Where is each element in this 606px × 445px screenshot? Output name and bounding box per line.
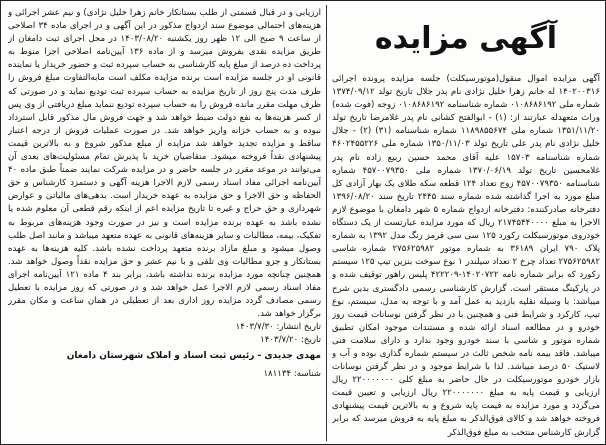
publish-date-label: تاریخ انتشار: (276, 322, 321, 333)
notice-code: ۱۸۱۱۳۴ (263, 368, 292, 379)
left-column-text: ارزیابی و در قبال قسمتی از طلب بستانکار خانم زهرا خلیل نژادی) و نیم عشر اجرائی و هزینه‌های احتمالی موضوع سند ازدواج مذکور در این آگهی و در اجرای ماده ۳۴ اصلاحی از ساعت ۹ صبح الی ۱۲ ظهر روز یکشنبه ۱۴۰۳/۰۸/۲۰ در محل اجرای ثبت دامغان از طریق مزایده نقدی بفروش میرسد و از ماده ۱۳۶ آیین‌نامه اصلاحی اجرا منوط به پرداخت ده درصد از مبلغ پایه کارشناسی به حساب سپرده ثبت و حضور خریدار یا نماینده قانونی او در جلسه مزایده است برنده مزایده مکلف است مابه‌التفاوت مبلغ فروش را ظرف مدت پنج روز از تاریخ مزایده به حساب سپرده ثبت تودیع نماید و در صورتی که ظرف مهلت مقرر مانده فروش را به حساب سپرده تودیع ننماید مبلغ دریافتی از وی پس از کسر هزینه‌ها به نفع دولت ضبط خواهد شد و جهت فروش مال مذکور قابل استرداد نبوده و به حساب خزانه واریز خواهد شد. در صورت عملیات فروش از درجه اعتبار ساقط و مزایده تجدید خواهد شد مزایده از مبلغ مذکور شروع و به بالاترین قیمت پیشنهادی نقداً فروخته میشود. متقاضیان خرید با پذیرش تمام مسئولیت‌های بعدی آن می‌توانند در موعد مقرر در جلسه حاضر و در مزایده شرکت نمایند ضمناً طبق ماده ۴۰ آیین‌نامه اجرائی مفاد اسناد رسمی لازم الاجرا هزینه آگهی و دستمزد کارشناس و حق الحفاظه و حق الاجرا و حق مزایده به عهده خریدار است. بدهی‌های مالیاتی و عوارض شهرداری و حق حراج و غیره تا تاریخ مزایده اعم از اینکه رقم قطعی آن معلوم شده یا نشده باشد به عهده برنده مزایده است و نیز در صورت وجود هزینه‌های مربوط به تفکیک، بیمه، مطالبات و سایر هزینه‌های قانونی به عهده متعهد میباشد و مانند اصل طلب وصول میشود و مبلغ مازاد برنده متعهد پرداخت نشده باشد. کلیه هزینه‌ها به عهده بستانکار و جزو مطالبات وی تلقی و با نیم عشر و حق مزایده نقداً وصول خواهد شد. همچنین چنانچه مورد مزایده برنده نداشته باشد، برابر بند ۴ ماده ۱۲۱ آیین‌نامه اجرای مفاد اسناد رسمی لازم الاجرا عمل خواهد شد و در صورتی که روز مزایده با تعطیل رسمی مصادف گردد مزایده روز اداری بعد از تعطیلی در همان ساعت و مکان مقرر برگزار خواهد شد. (8, 8, 321, 320)
date-label: تاریخ: (301, 335, 321, 346)
publish-date: ۱۴۰۳/۷/۳۰ (235, 322, 274, 333)
left-column (8, 7, 321, 439)
notice-code-line (8, 368, 321, 381)
date-value: ۱۴۰۳/۷/۲۰ (260, 335, 299, 346)
right-column (332, 7, 600, 441)
right-column-text: آگهی مزایده اموال منقول(موتورسیکلت) جلسه مزایده پرونده اجرائی ۱۴۰۲۰۰۳۱۶ له خانم زهرا خلیل نژادی نام پدر جلال تاریخ تولد ۱۳۷۴/۰۹/۱۲ شماره ملی ۰۱۰۸۶۸۶۱۹۲ شماره شناسنامه ۰۱۰۸۶۸۶۱۹۲ زوجه (فوت شده) وراث متعهدله عبارتند از: (۱) - ابوالفتح کشانی نام پدر غلامرضا تاریخ تولد ۱۳۵۱/۱۱/۲۰ شماره ملی ۱۱۸۹۸۵۵۶۷۴ شماره شناسنامه (۳۱) (۲) - جلال خلیل نژادی نام پدر علی تاریخ تولد ۱۳۵۰/۱۱/۰۳ شماره ملی ۴۶۰۲۴۵۵۲۲۶ شماره شناسنامه ۱۵۷۰۳ علیه آقای محمد حسین ربیع زاده نام پدر غلامحسین تاریخ تولد ۱۳۷۰/۰۶/۱۹ شماره ملی ۴۵۷۰۰۷۹۳۵۰ شماره شناسنامه ۴۵۷۰۰۷۹۳۵۰ زوج تعداد ۱۲۴ قطعه سکه طلای یک بهار آزادی کل مبلغ مورد به اجرا گذاشته شده شماره سند ۲۴۴۵ تاریخ سند ۱۳۹۶/۰۸/۲۰ دفترخانه صادرکننده: دفترخانه ازدواج شماره ۵ شهر دامغان با موضوع لازم الاجرا به مبلغ ۲۱۷۴۵۴۴۰۰۰۰ ریال که مورد مزایده عبارتست از یک دستگاه خودروی موتورسیکلت رکورد ۱۲۵ سی سی قرمز رنگ مدل ۱۳۹۲ به شماره پلاک ۷۹۰ ایران ۳۶۱۸۹ به شماره موتور ۲۷۵۶۲۵۹۸۲ شماره شاسی ۲۷۵۶۲۵۹۸۲ تعداد چرخ ۲ تعداد سیلندر ۱ نوع سوخت بنزین تیپ ۱۲۵ سیستم رکورد که برابر شماره نامه ۱۴۰۲۰۷۲۲-۴۲۲۲۰۹ پلیس راهور توقیف شده و در پارکینگ مستقر است. گزارش کارشناسی رسمی دادگستری بدین شرح میباشد: با وسیله نقلیه بازدید به عمل آمد و با توجه به مدل، سیستم، نوع تیپ، کارکرد و شرایط فنی و همچنین با در نظر گرفتن نوسانات قیمت روز خودرو و در مطالعه اسناد ارائه شده و مستندات موجود امکان تطبیق شماره موتور و شاسی با سند خودرو وجود ندارد و دارای سلامت فنی میباشد. فاقد بیمه نامه شخص ثالث در سیستم شماره گذاری بوده و آب و لاستیک ۵۰ درصد میباشد. لذا با شرایط موجود و در نظر گرفتن نوسانات بازار خودرو موتورسیکلت در حال حاضر به مبلغ کلی ۲۲۰۰۰۰۰۰۰ ریال ارزیابی و قیمت پایه به مبلغ ۲۲۰۰۰۰۰۰۰ ریال ارزیابی و تعیین قیمت می‌گردد و مورد مزایده به قیمت پایه شروع و به بالاترین قیمت پیشنهادی فروخته خواهد شد و کالای فوق‌الذکر به مبلغ پایه به فروش میرسد که برابر گزارش کارشناس منتخب به مبلغ فوق‌الذکر (332, 74, 600, 438)
date-line (8, 334, 321, 347)
notice-code-label: شناسه: (293, 368, 321, 379)
column-divider (326, 5, 327, 441)
signer: مهدی جدیدی - رئیس ثبت اسناد و املاک شهرستان دامغان (66, 351, 321, 362)
notice-title: آگهی مزایده (374, 21, 558, 56)
publish-date-line (8, 321, 321, 334)
